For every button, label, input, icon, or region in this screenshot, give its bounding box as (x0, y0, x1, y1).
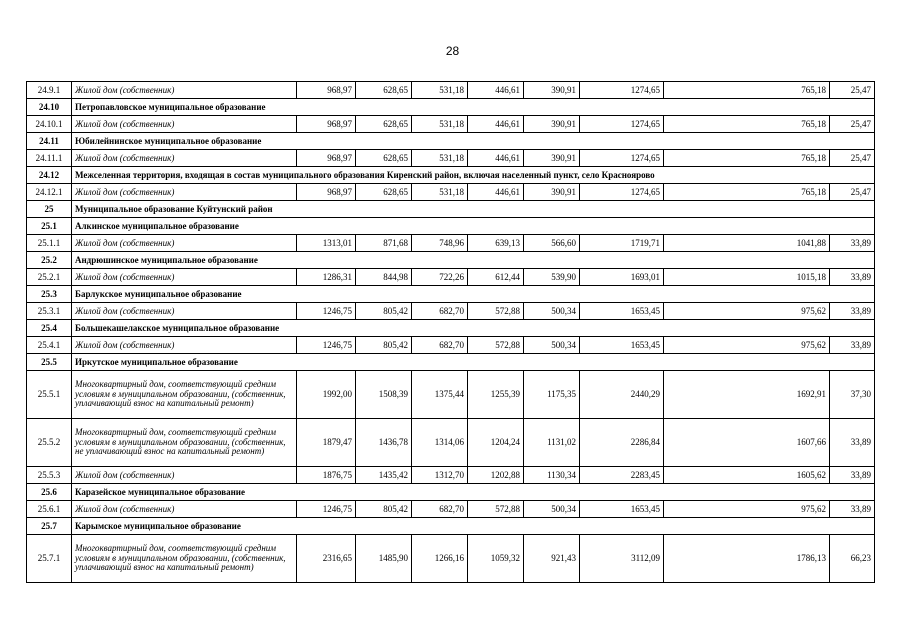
value-cell-v5: 390,91 (524, 116, 580, 133)
value-cell-v1: 1879,47 (297, 419, 356, 467)
value-cell-v3: 682,70 (412, 337, 468, 354)
section-title: Каразейское муниципальное образование (72, 484, 875, 501)
value-cell-v1: 1313,01 (297, 235, 356, 252)
value-cell-v4: 1059,32 (468, 535, 524, 583)
value-cell-v6: 1719,71 (580, 235, 664, 252)
value-cell-v7: 975,62 (664, 303, 830, 320)
value-cell-v2: 805,42 (356, 501, 412, 518)
value-cell-v8: 33,89 (830, 303, 875, 320)
value-cell-v8: 33,89 (830, 501, 875, 518)
value-cell-v8: 25,47 (830, 184, 875, 201)
row-code: 25.3.1 (27, 303, 72, 320)
section-title: Карымское муниципальное образование (72, 518, 875, 535)
housing-type: Жилой дом (собственник) (72, 150, 297, 167)
row-code: 24.11.1 (27, 150, 72, 167)
value-cell-v3: 1375,44 (412, 371, 468, 419)
section-title: Алкинское муниципальное образование (72, 218, 875, 235)
value-cell-v2: 628,65 (356, 150, 412, 167)
table-row (27, 501, 875, 518)
table-row (27, 269, 875, 286)
section-title: Большекашелакское муниципальное образование (72, 320, 875, 337)
row-code: 25.4.1 (27, 337, 72, 354)
page-number: 28 (445, 44, 460, 58)
value-cell-v6: 1653,45 (580, 337, 664, 354)
value-cell-v5: 539,90 (524, 269, 580, 286)
value-cell-v5: 921,43 (524, 535, 580, 583)
section-title: Юбилейнинское муниципальное образование (72, 133, 875, 150)
value-cell-v5: 500,34 (524, 303, 580, 320)
value-cell-v1: 1246,75 (297, 337, 356, 354)
section-row (27, 354, 875, 371)
housing-type: Многоквартирный дом, соответствующий средним условиям в муниципальном образовании, (собственник, уплачивающий взнос на капитальный ремонт) (72, 535, 297, 583)
value-cell-v8: 33,89 (830, 467, 875, 484)
value-cell-v7: 975,62 (664, 337, 830, 354)
row-code: 25.1.1 (27, 235, 72, 252)
value-cell-v2: 844,98 (356, 269, 412, 286)
value-cell-v1: 968,97 (297, 150, 356, 167)
value-cell-v4: 612,44 (468, 269, 524, 286)
value-cell-v6: 1653,45 (580, 501, 664, 518)
row-code: 25.4 (27, 320, 72, 337)
housing-type: Жилой дом (собственник) (72, 116, 297, 133)
section-row (27, 201, 875, 218)
section-title: Петропавловское муниципальное образование (72, 99, 875, 116)
section-row (27, 133, 875, 150)
row-code: 25.5.1 (27, 371, 72, 419)
value-cell-v8: 66,23 (830, 535, 875, 583)
section-row (27, 167, 875, 184)
value-cell-v7: 765,18 (664, 116, 830, 133)
section-row (27, 320, 875, 337)
value-cell-v2: 628,65 (356, 116, 412, 133)
value-cell-v6: 1274,65 (580, 116, 664, 133)
row-code: 25.2 (27, 252, 72, 269)
value-cell-v8: 33,89 (830, 269, 875, 286)
row-code: 25.5.3 (27, 467, 72, 484)
value-cell-v8: 25,47 (830, 82, 875, 99)
value-cell-v2: 1436,78 (356, 419, 412, 467)
row-code: 25.7.1 (27, 535, 72, 583)
section-title: Муниципальное образование Куйтунский район (72, 201, 875, 218)
value-cell-v3: 1314,06 (412, 419, 468, 467)
value-cell-v4: 1255,39 (468, 371, 524, 419)
value-cell-v7: 975,62 (664, 501, 830, 518)
row-code: 24.11 (27, 133, 72, 150)
value-cell-v5: 500,34 (524, 501, 580, 518)
value-cell-v8: 25,47 (830, 150, 875, 167)
value-cell-v3: 531,18 (412, 184, 468, 201)
value-cell-v8: 33,89 (830, 235, 875, 252)
section-title: Межселенная территория, входящая в состав муниципального образования Киренский район, включая населенный пункт, село Красноярово (72, 167, 875, 184)
value-cell-v2: 1485,90 (356, 535, 412, 583)
table-row (27, 184, 875, 201)
value-cell-v6: 1653,45 (580, 303, 664, 320)
row-code: 25.5.2 (27, 419, 72, 467)
row-code: 24.12.1 (27, 184, 72, 201)
value-cell-v4: 446,61 (468, 150, 524, 167)
housing-type: Жилой дом (собственник) (72, 184, 297, 201)
value-cell-v5: 1131,02 (524, 419, 580, 467)
value-cell-v2: 628,65 (356, 184, 412, 201)
section-row (27, 252, 875, 269)
table-row (27, 150, 875, 167)
row-code: 25.5 (27, 354, 72, 371)
value-cell-v3: 722,26 (412, 269, 468, 286)
housing-type: Жилой дом (собственник) (72, 235, 297, 252)
value-cell-v8: 25,47 (830, 116, 875, 133)
row-code: 25.7 (27, 518, 72, 535)
housing-type: Жилой дом (собственник) (72, 501, 297, 518)
value-cell-v4: 639,13 (468, 235, 524, 252)
value-cell-v2: 1508,39 (356, 371, 412, 419)
table-row (27, 419, 875, 467)
value-cell-v1: 1876,75 (297, 467, 356, 484)
value-cell-v4: 572,88 (468, 337, 524, 354)
row-code: 25.6 (27, 484, 72, 501)
value-cell-v3: 531,18 (412, 116, 468, 133)
section-row (27, 518, 875, 535)
value-cell-v1: 968,97 (297, 82, 356, 99)
row-code: 25 (27, 201, 72, 218)
value-cell-v6: 2286,84 (580, 419, 664, 467)
value-cell-v6: 1693,01 (580, 269, 664, 286)
value-cell-v6: 3112,09 (580, 535, 664, 583)
value-cell-v5: 390,91 (524, 150, 580, 167)
table-row (27, 303, 875, 320)
housing-type: Многоквартирный дом, соответствующий средним условиям в муниципальном образовании, (собственник, не уплачивающий взнос на капитальный ремонт) (72, 419, 297, 467)
value-cell-v6: 1274,65 (580, 150, 664, 167)
housing-type: Жилой дом (собственник) (72, 467, 297, 484)
value-cell-v6: 1274,65 (580, 184, 664, 201)
section-row (27, 286, 875, 303)
value-cell-v4: 446,61 (468, 82, 524, 99)
value-cell-v7: 1041,88 (664, 235, 830, 252)
value-cell-v2: 805,42 (356, 303, 412, 320)
value-cell-v1: 1246,75 (297, 501, 356, 518)
value-cell-v7: 1605,62 (664, 467, 830, 484)
section-row (27, 218, 875, 235)
row-code: 24.9.1 (27, 82, 72, 99)
value-cell-v2: 628,65 (356, 82, 412, 99)
value-cell-v7: 765,18 (664, 184, 830, 201)
row-code: 25.3 (27, 286, 72, 303)
section-title: Иркутское муниципальное образование (72, 354, 875, 371)
value-cell-v2: 871,68 (356, 235, 412, 252)
value-cell-v5: 500,34 (524, 337, 580, 354)
tariff-table (26, 81, 875, 583)
value-cell-v4: 572,88 (468, 303, 524, 320)
value-cell-v4: 446,61 (468, 184, 524, 201)
value-cell-v7: 765,18 (664, 82, 830, 99)
value-cell-v4: 1202,88 (468, 467, 524, 484)
value-cell-v4: 572,88 (468, 501, 524, 518)
value-cell-v2: 805,42 (356, 337, 412, 354)
housing-type: Жилой дом (собственник) (72, 303, 297, 320)
housing-type: Жилой дом (собственник) (72, 82, 297, 99)
value-cell-v2: 1435,42 (356, 467, 412, 484)
value-cell-v5: 1130,34 (524, 467, 580, 484)
value-cell-v6: 1274,65 (580, 82, 664, 99)
row-code: 24.10.1 (27, 116, 72, 133)
value-cell-v3: 1266,16 (412, 535, 468, 583)
table-row (27, 371, 875, 419)
value-cell-v8: 37,30 (830, 371, 875, 419)
section-row (27, 99, 875, 116)
value-cell-v7: 1015,18 (664, 269, 830, 286)
value-cell-v6: 2283,45 (580, 467, 664, 484)
table-row (27, 467, 875, 484)
value-cell-v3: 682,70 (412, 303, 468, 320)
table-row (27, 116, 875, 133)
value-cell-v7: 1607,66 (664, 419, 830, 467)
value-cell-v1: 968,97 (297, 116, 356, 133)
value-cell-v3: 682,70 (412, 501, 468, 518)
value-cell-v6: 2440,29 (580, 371, 664, 419)
value-cell-v5: 1175,35 (524, 371, 580, 419)
value-cell-v4: 1204,24 (468, 419, 524, 467)
row-code: 25.6.1 (27, 501, 72, 518)
value-cell-v1: 1246,75 (297, 303, 356, 320)
section-title: Андрюшинское муниципальное образование (72, 252, 875, 269)
row-code: 24.12 (27, 167, 72, 184)
value-cell-v3: 1312,70 (412, 467, 468, 484)
value-cell-v5: 390,91 (524, 82, 580, 99)
row-code: 25.1 (27, 218, 72, 235)
value-cell-v1: 968,97 (297, 184, 356, 201)
row-code: 25.2.1 (27, 269, 72, 286)
section-row (27, 484, 875, 501)
housing-type: Многоквартирный дом, соответствующий средним условиям в муниципальном образовании, (собственник, уплачивающий взнос на капитальный ремонт) (72, 371, 297, 419)
value-cell-v3: 531,18 (412, 150, 468, 167)
value-cell-v1: 1286,31 (297, 269, 356, 286)
value-cell-v8: 33,89 (830, 337, 875, 354)
housing-type: Жилой дом (собственник) (72, 269, 297, 286)
section-title: Барлукское муниципальное образование (72, 286, 875, 303)
table-row (27, 235, 875, 252)
value-cell-v1: 1992,00 (297, 371, 356, 419)
table-row (27, 535, 875, 583)
value-cell-v5: 566,60 (524, 235, 580, 252)
row-code: 24.10 (27, 99, 72, 116)
value-cell-v7: 1692,91 (664, 371, 830, 419)
value-cell-v7: 1786,13 (664, 535, 830, 583)
value-cell-v5: 390,91 (524, 184, 580, 201)
table-row (27, 82, 875, 99)
value-cell-v4: 446,61 (468, 116, 524, 133)
value-cell-v1: 2316,65 (297, 535, 356, 583)
value-cell-v3: 531,18 (412, 82, 468, 99)
value-cell-v3: 748,96 (412, 235, 468, 252)
table-row (27, 337, 875, 354)
housing-type: Жилой дом (собственник) (72, 337, 297, 354)
value-cell-v7: 765,18 (664, 150, 830, 167)
value-cell-v8: 33,89 (830, 419, 875, 467)
